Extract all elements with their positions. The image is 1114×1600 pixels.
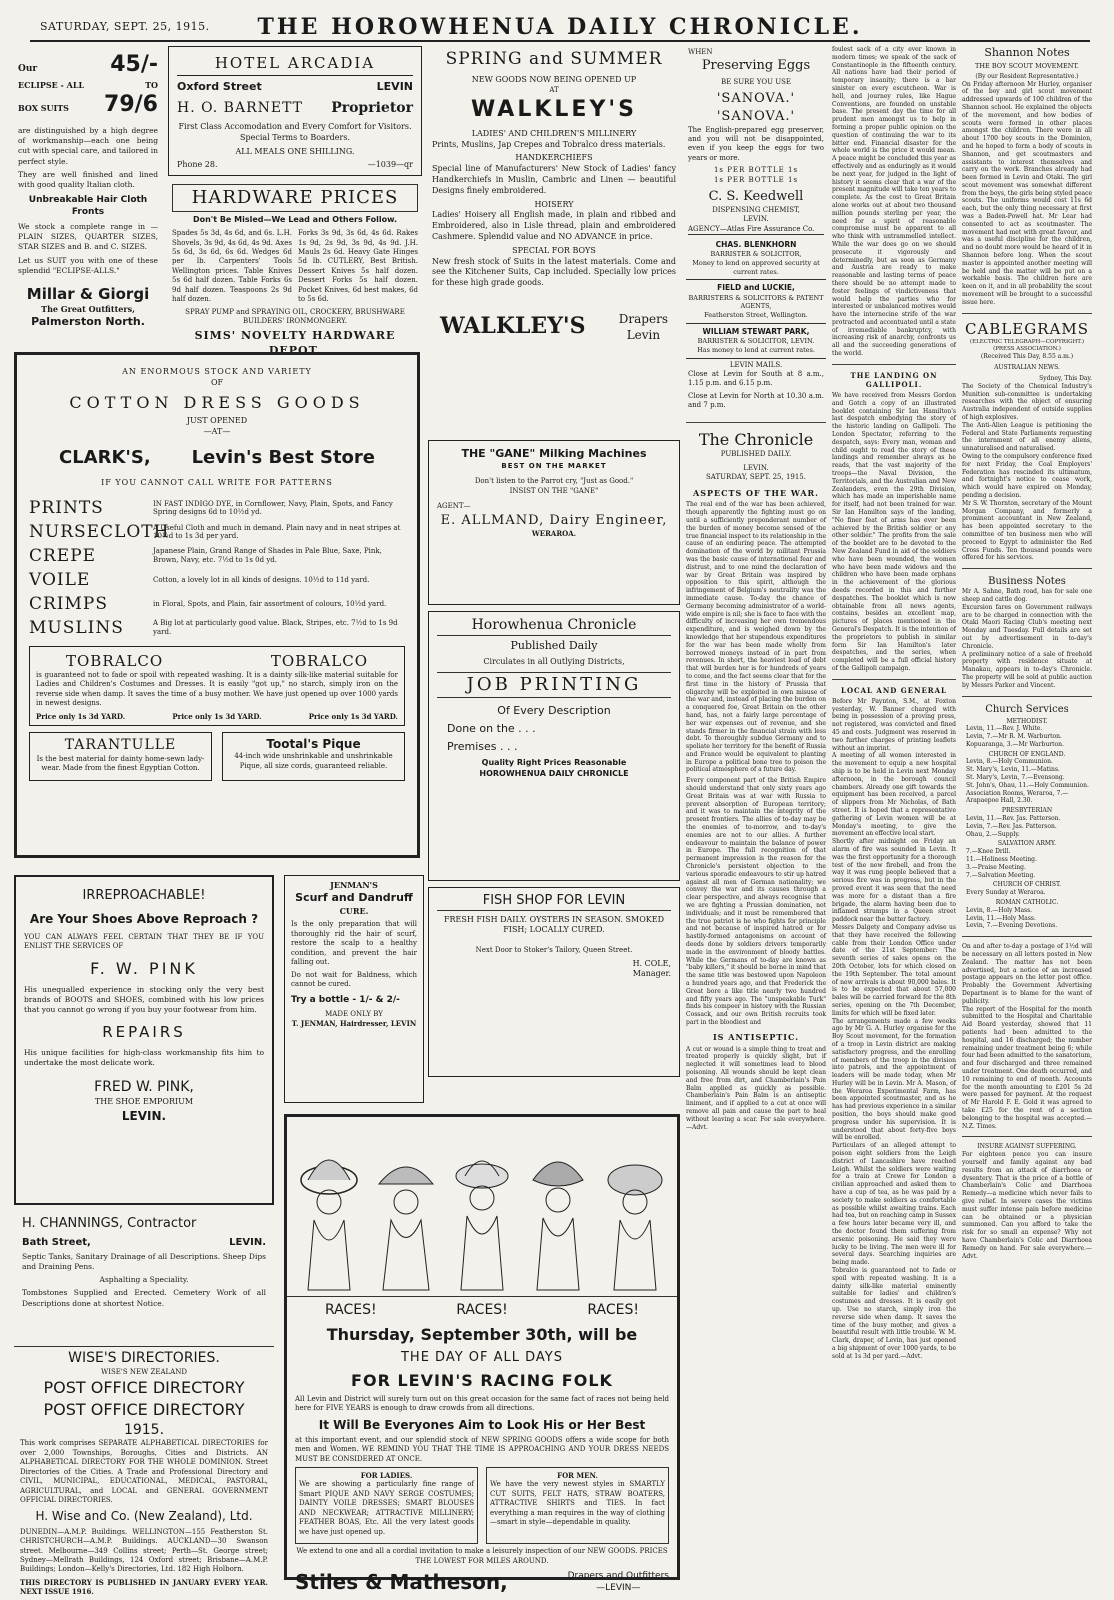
church-service: Levin, 8.—Holy Communion. — [966, 758, 1053, 766]
hat-figure-1-icon — [300, 1140, 358, 1290]
war-continued: foulest sack of a city ever known in modern times; we speak of the sack of Constantinople in the fifteenth century. All nations have had their period of temporary insanity; there is a bar sinister on every escutcheon. War is hell, and journey rules, like Hague Conventions, are founded on unstable base. The present day the time for all prudent men amongst us to help in forming a proper public opinion on the question of continuing the war to its bitter end. Financial disaster for the whole world is the price it would mean. A peace might be concluded this year as effectively and as enduringly as it would be next year, for judged in the light of history it seems clear that a war of the present magnitude will take ten years to complete. As the cost to Great Britain alone works out at about two thousand million pounds sterling per year, the need for a spirit of reasonable compromise must be apparent to all who think with untrammelled intellect. While the war does go on we should prosecute it vigorously and determinedly, but as soon as Germany and Austria are ready to make reasonable and lasting terms of peace there should be no attempt made to foster feelings of vindictiveness that would help the parties who for interested or unbalanced motives would have the internecine strife of the war protracted and accentuated until a state of irremediable bankruptcy, with increasing risk of anarchy, confronts us all and the succeeding generations of the world. — [832, 46, 956, 358]
chronicle-prem: Premises . . . — [447, 739, 518, 753]
clarks-write: IF YOU CANNOT CALL WRITE FOR PATTERNS — [101, 478, 333, 488]
shannon-h2: THE BOY SCOUT MOVEMENT. — [975, 62, 1079, 71]
jenman-bp: Do not wait for Baldness, which cannot be cured. — [291, 970, 417, 989]
fish-h1: FISH SHOP FOR LEVIN — [437, 892, 671, 911]
clarks-goods-row — [29, 521, 405, 544]
channings-l1: Septic Tanks, Sanitary Drainage of all Descriptions. Sheep Dips and Draining Pens. — [22, 1252, 266, 1272]
arcadia-h1: HOTEL ARCADIA — [177, 53, 413, 76]
channings-name: H. CHANNINGS, Contractor — [22, 1216, 197, 1231]
gane-town: WERAROA. — [531, 529, 577, 539]
chronicle-circ: Circulates in all Outlying Districts, — [483, 656, 625, 666]
card-name: FIELD and LUCKIE, — [717, 283, 795, 293]
hardware-ad — [168, 182, 422, 361]
fish-ad — [428, 887, 680, 1077]
stiles-h3: FOR LEVIN'S RACING FOLK — [351, 1371, 613, 1391]
clarks-store: Levin's Best Store — [191, 446, 375, 468]
church-service: Association Rooms, Weraroa, 7.—Arapaepoe Hall, 2.30. — [966, 789, 1069, 805]
stiles-p1: All Levin and District will surely turn out on this great occasion for the same fact of races not being held here for FIVE YEARS is enough to draw crowds from all directions. — [295, 1394, 669, 1413]
pink-emporium: THE SHOE EMPORIUM — [94, 1096, 194, 1106]
church-service: Every Sunday at Weraroa. — [966, 889, 1046, 897]
tobralco-h1: TOBRALCO — [66, 651, 164, 670]
clarks-goods-row — [29, 497, 405, 520]
arcadia-code: —1039—qr — [367, 160, 413, 170]
clarks-h1: COTTON DRESS GOODS — [69, 392, 365, 412]
paper-town: LEVIN. — [743, 463, 769, 472]
pink-name: F. W. PINK — [90, 958, 198, 978]
local-h1: LOCAL AND GENERAL — [841, 685, 947, 695]
walkleys-at: AT — [549, 85, 559, 94]
suits-ad — [14, 46, 162, 394]
tobralco-box — [29, 646, 405, 726]
channings-l3: Tombstones Supplied and Erected. Cemetery Work of all Descriptions done at shortest Notice. — [22, 1288, 266, 1308]
antiseptic-body: A cut or wound is a simple thing to treat and treated properly is quickly slight, but if neglected it will sometimes lead to blood poisoning. All wounds should be kept clean and free from dirt, and Chamberlain's Pain Balm applied as quickly as possible. Chamberlain's Pain Balm is an antiseptic liniment, and if applied to a cut at once will remove all pain and cause the part to heal without leaving a scar. For sale everywhere.—Advt. — [686, 1045, 826, 1131]
wise-addr: DUNEDIN—A.M.P. Buildings. WELLINGTON—155 Featherston St. CHRISTCHURCH—A.M.P. Buildings. AUCKLAND—30 Swanson street. Melbourne—349 Collins street; Perth—St. George street; Sydney—Mellrath Buildings, 124 Oxford street; Brisbane—A.M.P. Buildings; London—Kelly's Directories, Ltd. 182 High Holborn. — [20, 1527, 268, 1574]
church-service: 7.—Knee Drill. — [966, 848, 1011, 856]
stiles-firm: Stiles & Matheson, — [295, 1569, 508, 1594]
hat-figure-3-icon — [453, 1140, 511, 1290]
church-service: Kopuaranga, 3.—Mr Warburton. — [966, 740, 1064, 748]
tarantulle-desc: Is the best material for dainty home-sewn lady-wear. Made from the finest Egyptian Cotton. — [36, 754, 205, 773]
pink-rep-desc: His unique facilities for high-class workmanship fits him to undertake the most delicate work. — [24, 1047, 264, 1067]
clarks-goods-desc: Japanese Plain, Grand Range of Shades in Pale Blue, Saxe, Pink, Brown, Navy, etc. 7½d to 1s 0d yd. — [153, 547, 382, 565]
walkleys-firm: WALKLEY'S — [471, 97, 637, 123]
arcadia-prop-title: Proprietor — [331, 100, 413, 117]
clarks-opened: JUST OPENED — [186, 416, 248, 426]
column-4 — [686, 46, 826, 1581]
church-denomination: SALVATION ARMY. — [997, 840, 1057, 848]
card-line: Has money to lend at current rates. — [697, 345, 815, 354]
church-denomination: PRESBYTERIAN — [1001, 807, 1053, 815]
wise-desc: This work comprises SEPARATE ALPHABETICAL DIRECTORIES for over 2,000 Townships, Boroughs, Cities and Districts. AN ALPHABETICAL DIRECTORY FOR THE WHOLE DOMINION. Street Directories of the Cities. A Trade and Professional Directory and CIVIL, MUNICIPAL, EDUCATIONAL, MEDICAL, PASTORAL, AGRICULTURAL, and LOCAL and GENERAL GOVERNMENT OFFICIAL DIRECTORIES. — [20, 1439, 268, 1505]
clarks-goods-row — [29, 593, 405, 616]
clarks-goods-row — [29, 617, 405, 640]
tobralco-price1: Price only 1s 3d YARD. — [36, 711, 126, 721]
chronicle-of: Of Every Description — [497, 703, 611, 717]
gane-agent: AGENT— — [437, 502, 471, 511]
sanova-ad — [686, 46, 826, 237]
shannon-body: On Friday afternoon Mr Hurley, organiser of the boy and girl scout movement addressed upwards of 100 children of the Shannon school. He explained the objects of the movement, and how bodies of scouts were formed in other places amongst the children. There were in all about 1700 boy scouts in the Dominion, and he hoped to form a body of scouts in Shannon, and get scoutmasters and assistants to interest themselves and carry on the work. Branches already had been formed in Levin and Otaki. The girl scout movement was somewhat different from the boys, the girls being styled peace scouts. The uniforms would cost 11s 6d each, but the only thing necessary at first was a Baden-Powell hat. Mr Lear had consented to act as scoutmaster. The movement had met with great favour, and was a useful discipline for the children, and no doubt more would be heard of it in Shannon before long. When the scout master is appointed another meeting will be held and the matter will be put on a workable basis. The children here are keen on it, and in all probability the scout movement will be brought to a successful issue here. — [962, 80, 1092, 306]
clarks-l1: AN ENORMOUS STOCK AND VARIETY — [122, 367, 312, 376]
walkleys-firm2: WALKLEY'S — [440, 313, 586, 340]
clarks-goods-name: NURSECLOTH — [29, 521, 170, 542]
arcadia-l1: First Class Accomodation and Every Comfort for Visitors. Special Terms to Boarders. — [178, 121, 412, 142]
suits-price-high: 79/6 — [104, 92, 158, 118]
wise-year: 1915. — [123, 1421, 165, 1438]
wise-h1: WISE'S DIRECTORIES. — [68, 1350, 220, 1366]
wise-firm: H. Wise and Co. (New Zealand), Ltd. — [35, 1509, 253, 1524]
insure-body: For eighteen pence you can insure yourself and family against any bad results from an attack of diarrhoea or dysentery. That is the price of a bottle of Chamberlain's Colic and Diarrhoea Remedy—a medicine which never fails to give relief. In severe cases the victims must suffer intense pain before medicine can be obtained or a physician summoned. Can you afford to take the risk for so small an expense? Why not have Chamberlain's Colic and Diarrhoea Remedy on hand. For sale everywhere.—Advt. — [962, 1151, 1092, 1260]
jenman-made: MADE ONLY BY — [325, 1009, 383, 1018]
professional-cards — [686, 237, 826, 359]
chronicle-h1: Horowhenua Chronicle — [437, 616, 671, 636]
stiles-h1: Thursday, September 30th, will be — [326, 1324, 638, 1344]
races-3: RACES! — [587, 1302, 639, 1318]
fish-next: Next Door to Stoker's Tailory, Queen Street. — [475, 946, 633, 955]
issue-date: SATURDAY, SEPT. 25, 1915. — [40, 20, 210, 33]
business-body: Mr A. Sahne, Bath road, has for sale one sheep and cattle dog. Excursion fares on Government railways are to be charged in connection with the Otaki Maori Racing Club's meeting next Monday and Tuesday. Full details are set out by advertisement in to-day's Chronicle. A preliminary notice of a sale of freehold property with residence situate at Manakau, appears in to-day's Chronicle. The property will be sold at public auction by Messrs Parker and Vincent. — [962, 588, 1092, 689]
pique-box — [222, 732, 405, 781]
church-service: 7.—Salvation Meeting. — [966, 871, 1036, 879]
tarantulle-box — [29, 732, 212, 781]
suits-price-low: 45/- — [110, 52, 158, 77]
church-service: Levin, 7.—Rev. Jas. Patterson. — [966, 822, 1057, 830]
tarantulle-h1: TARANTULLE — [64, 736, 177, 753]
suits-fronts: Unbreakable Hair Cloth Fronts — [28, 194, 148, 218]
sanova-town: LEVIN. — [743, 215, 769, 224]
mails-l1: Close at Levin for South at 8 a.m., 1.15 p.m. and 6.15 p.m. — [688, 369, 824, 388]
hardware-left: Spades 5s 3d, 4s 6d, and 6s. L.H. Shovels, 3s 9d, 4s 6d, 4s 9d. Axes 5s 6d, 3s 6d, 6s 6d. Wedges 6d per lb. Carpenters' Tools Wellington prices. Table Knives 5s 6d half dozen. Table Forks 6s 9d half dozen. Teaspoons 2s 9d half dozen. — [172, 229, 292, 304]
clarks-at: —AT— — [203, 426, 231, 436]
mails-l2: Close at Levin for North at 10.30 a.m. and 7 p.m. — [688, 391, 824, 410]
local-body: Before Mr Paynton, S.M., at Foxton yesterday, W. Banner charged with being in possession of a proving press, not registered, was convicted and fined 45 and costs. Judgment was reserved in two further charges of printing leaflets without an imprint. A meeting of all women interested in the movement to equip a new hospital ship is to be held in Levin next Monday afternoon, in the borough council chambers. Already one gift towards the equipment has been received, a parcel of slippers from Mr Nicholas, of Bath street. It is hoped that a representative gathering of Levin women will be at Monday's meeting, to give the movement an effective local start. Shortly after midnight on Friday an alarm of fire was sounded in Levin. It was the first opportunity for a thorough test of the new firebell, and from the way it was rung people believed that a serious fire was in progress, but in the proved event it was seen that the need was more for a distant than a fire brigade, the alarm having been due to inflamed strumps in a Queen street paddock near the butter factory. Messrs Dalgety and Company advise us that they have received the following cable from their London Office under date of the 21st September: The seventh series of sales opens on the 20th October, lots for which closed on the 19th September. The total amount of new arrivals is about 90,000 bales. It is to be expected that about 57,000 bales will be carried forward for the 8th series, opening on the 7th December, limits for which will be fixed later. The arrangements made a few weeks ago by Mr G. A. Hurley organise for the Boy Scout movement, for the formation of a troop in Levin district are making satisfactory progress, and the enrolling of members of the troop in the division into patrols, and the appointment of leaders will be made today, when Mr Hurley will be in Levin. Mr A. Mason, of the Weraroa Experimental Farm, has been appointed scoutmaster, and as he has had previous experience in a similar position, the boys should make good progress under his supervision. It is understood that about forty-five boys will be enrolled. Particulars of an alleged attempt to poison eight soldiers from the Leigh district of Lancashire have reached Leigh. Whilst the soldiers were waiting for a train at Crewe for London a civilian approached and asked them to have a cup of tea, as he was paid by a society to make soldiers as comfortable as possible whilst awaiting trains. Each had tea, but on reaching camp in Sussex a few hours later became very ill, and the doctor found them suffering from arsenic poisoning. He said they were lucky to be living. The men were ill for several days. Searching inquiries are being made. Tobralco is guaranteed not to fade or spoil with repeated washing. It is a dainty silk-like material eminently suitable for ladies' and children's costumes and dresses. It is easily got up. Use no starch, simply iron the reverse side when damp. It saves the time of the busy mother, and gives a beautiful result with little trouble. W. M. Clark, draper, of Levin, has just opened a big shipment of over 1000 yards, to be sold at 1s 3d per yard.—Advt. — [832, 697, 956, 1360]
stiles-ladies-desc: We are showing a particularly fine range of Smart PIQUE AND NAVY SERGE COSTUMES; DAINTY VOILE DRESSES; SMART BLOUSES AND NECKWEAR; ATTRACTIVE MILLINERY; FEATHER BOAS, Etc. All the very latest goods we have just opened up. — [299, 1480, 474, 1536]
walkleys-boys-desc: New fresh stock of Suits in the latest materials. Come and see the Kitchener Suits, Cap included. Specially low prices for these high grade goods. — [432, 256, 676, 288]
church-service: Ohau, 2.—Supply. — [966, 830, 1020, 838]
paper-pub: PUBLISHED DAILY. — [720, 450, 792, 459]
stiles-invite: We extend to one and all a cordial invitation to make a leisurely inspection of our NEW GOODS. PRICES THE LOWEST FOR MILES AROUND. — [296, 1547, 668, 1565]
clarks-goods-name: VOILE — [29, 569, 91, 590]
pink-h1: IRREPROACHABLE! — [82, 888, 206, 903]
jenman-cure: CURE. — [339, 905, 369, 916]
walkleys-hos-desc: Ladies' Hoisery all English made, in plain and ribbed and Embroidered, also in Lisle thread, plain and embroidered Cashmere. Splendid value and NO ADVANCE in price. — [432, 210, 676, 242]
millinery-illustration — [287, 1117, 677, 1297]
pink-h2: Are Your Shoes Above Reproach ? — [29, 911, 259, 926]
chronicle-qual: Quality Right Prices Reasonable — [481, 758, 627, 768]
clarks-goods-row — [29, 569, 405, 592]
walkleys-hand-desc: Special line of Manufacturers' New Stock of Ladies' fancy Handkerchiefs in Muslin, Cambric and Linen — beautiful Designs finely embroidered. — [432, 164, 676, 195]
walkleys-l2: LADIES' AND CHILDREN'S MILLINERY — [471, 128, 637, 138]
suits-range: We stock a complete range in — PLAIN SIZES, QUARTER SIZES, STAR SIZES and B. and C. SIZES. — [18, 222, 158, 252]
hat-figure-2-icon — [377, 1140, 435, 1290]
suits-firm-sub: The Great Outfitters, — [41, 304, 135, 315]
war-body: The real end of the war has been achieved, though apparently the fighting must go on until a sufficiently preponderant number of the burden of money become sensed of the true financial inspect to its relationship in the cause of an enduring peace. The attempted domination of the world by militant Prussia was the basic cause of international fear and distrust, and to one mind the declaration of war by Great Britain was inspired by opposition to this spirit, although the infringement of Belgium's neutrality was the immediate cause. To-day the chance of Germany becoming administrator of a world-wide empire is nil; she is face to face with the difficulty of increasing her own tremendous expenditure, and is weighed down by the knowledge that her stupendous expenditures for the war has been made wholly from borrowed moneys instead of in part from revenues. In short, the heaviest load of debt that will burden her is for hundreds of years to come, and the fact seems clear that for the first time in the history of Prussia that oligarchy will be exploited in own misuse of the war and, instead of placing the burden on a conquered foe, Great Britain on the other hand, has, not a fairly large percentage of her war expenses out of revenue, and she stands firmer in the financial strain with less debt. To thoroughly subdue Germany and to spoliate her territory for the benefit of Russia and France would be equivalent to planting in Europe a political bone tree to poison the political atmosphere of a future day. — [686, 501, 826, 774]
business-h1: Business Notes — [988, 576, 1066, 588]
hat-figure-5-icon — [606, 1140, 664, 1290]
arcadia-town: LEVIN — [376, 80, 413, 94]
suits-box: BOX SUITS — [18, 103, 69, 114]
jenman-desc: Is the only preparation that will thoroughly rid the hair of scurf, restore the scalp to a healthy condition, and prevent the hair falling out. — [291, 920, 417, 967]
sanova-when: WHEN — [688, 48, 713, 56]
walkleys-drapers: Drapers — [618, 312, 668, 327]
church-h1: Church Services — [985, 703, 1069, 715]
cable-tele: (ELECTRIC TELEGRAPH—COPYRIGHT.) (PRESS ASSOCIATION.) — [969, 339, 1085, 353]
arcadia-phone: Phone 28. — [177, 160, 218, 170]
card-line: Money to lend on approved security at current rates. — [692, 258, 820, 276]
stiles-p2: at this important event, and our splendid stock of NEW SPRING GOODS offers a wide scope for both men and Women. WE REMIND YOU THAT THE TIME IS APPROACHING AND YOUR DRESS NEEDS MUST BE CONSIDERED AT ONCE. — [295, 1435, 669, 1463]
card-title: BARRISTER & SOLICITOR, — [710, 250, 802, 259]
suits-eclipse: ECLIPSE - ALL — [18, 79, 85, 90]
cable-recv: (Received This Day, 8.55 a.m.) — [980, 353, 1074, 361]
gane-l2: INSIST ON THE "GANE" — [509, 486, 599, 495]
clarks-goods-list — [29, 497, 405, 640]
walkleys-levin: Levin — [626, 328, 661, 343]
gallipoli-body: We have received from Messrs Gordon and Gotch a copy of an illustrated booklet containing Sir Ian Hamilton's last despatch embodying the story of the historic landing on Gallipoli. The London Spectator, referring to the despatch, says: Every man, woman and child ought to read the story of these landings and remember always as he reads, that the vast majority of the troops—the Naval Division, the Territorials, and the Australian and New Zealanders, even the 29th Division, which has made an imperishable name for itself, had not been trained for war. Sir Ian Hamilton says of the landing, "No finer feat of arms has ever been achieved by the British soldier or any other soldier." The profits from the sale of the booklet are to be devoted to the New Zealand Fund in aid of the soldiers who have been wounded, the women who have been made widows and the children who have been made orphans in the achievement of the glorious deeds recorded in this and further despatches. The booklet which is now obtainable from all news agents, contains, besides an excellent map, pictures of places mentioned in the General's Despatch. It is the intention of the proprietors to publish in similar form Sir Ian Hamilton's later despatches, and the series, when completed will be a full official history of the Gallipoli campaign. — [832, 392, 956, 672]
arcadia-ad — [168, 46, 422, 176]
suits-firm-town: Palmerston North. — [31, 314, 145, 328]
war-h1: ASPECTS OF THE WAR. — [693, 487, 819, 498]
clarks-goods-desc: A Big lot at particularly good value. Black, Stripes, etc. 7½d to 1s 9d yard. — [153, 619, 398, 637]
tobralco-desc: is guaranteed not to fade or spoil with repeated washing. It is a dainty silk-like material suitable for Ladies and Children's Costumes and Dresses. It is easily "got up," no starch, simply iron on the reverse side when damp. It saves the time of a busy mother. We have just opened up over 1000 yards in newest designs. — [36, 670, 398, 708]
jenman-name: JENMAN'S — [330, 880, 378, 890]
hardware-spray: SPRAY PUMP and SPRAYING OIL, CROCKERY, BRUSHWARE BUILDERS' IRONMONGERY. — [185, 307, 405, 326]
stiles-h2: THE DAY OF ALL DAYS — [400, 1350, 563, 1366]
shannon-by: (By our Resident Representative.) — [975, 72, 1079, 80]
professional-card — [686, 280, 826, 323]
sanova-chem: DISPENSING CHEMIST, — [712, 205, 800, 214]
suits-our: Our — [18, 64, 38, 74]
hardware-sub: Don't Be Misled—We Lead and Others Follow. — [192, 215, 398, 225]
card-title: BARRISTER & SOLICITOR, LEVIN. — [697, 336, 815, 345]
races-1: RACES! — [325, 1302, 377, 1318]
channings-street: Bath Street, — [22, 1236, 91, 1248]
church-service: St. Mary's, Levin, 11.—Matins. — [966, 766, 1060, 774]
races-2: RACES! — [456, 1302, 508, 1318]
chronicle-job: JOB PRINTING — [437, 672, 671, 698]
sanova-s2: 'SANOVA.' — [716, 108, 796, 124]
fish-desc: FRESH FISH DAILY. OYSTERS IN SEASON. SMOKED FISH; LOCALLY CURED. — [443, 914, 665, 935]
postage-notice: On and after to-day a postage of 1½d will be necessary on all letters posted in New Zealand. The matter has not been advertised, but a notice of an increased postage appears on the letter post office. Probably the Government Advertising Department is to blame for the want of publicity. The report of the Hospital for the month submitted to the Hospital and Charitable Aid Board yesterday, showed that 11 patients had been admitted to the hospital, and 16 discharged; the number remaining under treatment being 6; while four had been admitted to the sanatorium, and four discharged and three remained under treatment. One death occurred, and 10 remaining to end of month. Accounts for the month amounting to £201 5s 2d were passed for payment. At the request of Mr Harold F. E. Gold it was agreed to take £25 for the rent of a section belonging to the hospital was accepted.—N.Z. Times. — [962, 943, 1092, 1130]
church-denomination: METHODIST. — [1006, 717, 1048, 725]
cable-body: The Society of the Chemical Industry's Munition sub-committee is undertaking researches with the object of ensuring Australia independent of outside supplies of high explosives. The Anti-Alien League is petitioning the Federal and State Parliaments requesting the internment of all enemy aliens, unnaturalised and naturalised. Owing to the compulsory conference fixed for next Friday, the Coal Employers' Federation has rescinded its ultimatum, and fortnight's notice to cease work, which would have expired on Monday, pending a decision. Mr S. W. Thornton, secretary of the Mount Morgan Company, and formerly a prominent accountant in New Zealand, has been appointed secretary to the committee of ten business men who will proceed to Egypt to administer the Red Cross Funds. Ten thousand pounds were offered for his services. — [962, 382, 1092, 562]
masthead — [30, 6, 1090, 42]
jenman-h1: Scurf and Dandruff — [295, 890, 413, 904]
church-service: St. Mary's, Levin, 7.—Evensong. — [966, 774, 1065, 782]
jenman-ad — [284, 875, 424, 1110]
church-service: Levin, 11.—Holy Mass. — [966, 914, 1036, 922]
suits-to: TO — [145, 79, 158, 90]
mails-h1: LEVIN MAILS. — [729, 360, 783, 369]
sanova-h1: Preserving Eggs — [701, 58, 811, 74]
clarks-goods-desc: in Floral, Spots, and Plain, fair assortment of colours, 10½d yard. — [153, 599, 387, 608]
hat-figure-4-icon — [529, 1140, 587, 1290]
gane-name: E. ALLMAND, Dairy Engineer, — [440, 512, 668, 528]
channings-ad — [14, 1211, 274, 1346]
sanova-s1: 'SANOVA.' — [716, 91, 796, 107]
cable-h1: CABLEGRAMS — [965, 319, 1089, 338]
walkleys-l3: Prints, Muslins, Jap Crepes and Tobralco dress materials. — [432, 139, 666, 149]
chronicle-ad — [428, 611, 680, 881]
clarks-goods-desc: A Useful Cloth and much in demand. Plain navy and in neat stripes at 10½d to 1s 3d per yard. — [153, 523, 401, 541]
gane-ad — [428, 440, 680, 605]
suits-let: Let us SUIT you with one of these splendid "ECLIPSE-ALLS." — [18, 255, 158, 275]
sanova-sure: BE SURE YOU USE — [720, 77, 792, 86]
stiles-h4: It Will Be Everyones Aim to Look His or Her Best — [318, 1417, 646, 1432]
war-body2: Every component part of the British Empire should understand that only sixty years ago Great Britain was at war with Russia to prevent absorption of European territory; and it was to maintain the integrity of the present frontiers. The allies of to-day may be the enemies of to-morrow, and to-day's enemies are not to our allies. A further endeavour to maintain the balance of power in Europe. The full recognition of that permanent impression is the reason for the Chronicle's persistent objection to the various sporadic endeavours to stir up hatred against all men of German nationality; we convey the war and its causes through a clear perspective, and always recognise that we are fighting a Prussian domination, not individuals; and it must be remembered that the true patriot is he who fights for principle and not because of inspired hatred or for hastily-formed antagonisms on account of deeds done by soldiers drivers temporarily made in the environment of bloody battles. While the Germans of to-day are known as "baby killers," it should be borne in mind that the same title was bestowed upon Napoleon a hundred years ago, and that Frederick the Great bore a like title nearly two hundred and fifty years ago. The "unspeakable Turk" finds his compeer in history with the Russian Cossack, and our own British recruits took part in the bloodiest and — [686, 777, 826, 1026]
column-1-lower — [14, 875, 274, 1597]
sanova-p1: 1s PER BOTTLE 1s — [713, 166, 799, 175]
walkleys-hand: HANDKERCHIEFS — [515, 153, 593, 163]
column-5 — [832, 46, 956, 1581]
walkleys-ad — [428, 46, 680, 436]
church-service: 11.—Holiness Meeting. — [966, 856, 1037, 864]
newspaper-title: THE HOROWHENUA DAILY CHRONICLE. — [257, 14, 863, 40]
wise-sub: WISE'S NEW ZEALAND — [101, 1367, 187, 1376]
jenman-by: T. JENMAN, Hairdresser, LEVIN — [291, 1019, 417, 1029]
pique-desc: 44-inch wide unshrinkable and unshrinkable Pique, all size cords, guaranteed reliable. — [234, 752, 393, 770]
stiles-ad — [284, 1114, 680, 1594]
gallipoli-h1: THE LANDING ON GALLIPOLI. — [850, 370, 938, 389]
clarks-goods-name: MUSLINS — [29, 617, 124, 638]
sanova-p2: 1s PER BOTTLE 1s — [713, 175, 799, 184]
arcadia-prop: H. O. BARNETT — [177, 100, 304, 117]
church-service: Levin, 11.—Rev. J. White. — [966, 725, 1043, 733]
paper-name: The Chronicle — [698, 429, 814, 449]
cable-dateline: Sydney, This Day. — [1039, 375, 1092, 383]
card-name: CHAS. BLENKHORN — [715, 240, 797, 249]
pique-h1: Tootal's Pique — [266, 736, 361, 751]
church-denomination: CHURCH OF CHRIST. — [993, 881, 1061, 889]
church-service: Levin, 7.—Evening Devotions. — [966, 922, 1058, 930]
church-denomination: ROMAN CATHOLIC. — [995, 899, 1059, 907]
stiles-town: —LEVIN— — [596, 1583, 641, 1594]
chronicle-done: Done on the . . . — [447, 721, 536, 735]
church-list — [962, 718, 1092, 931]
clarks-goods-row — [29, 545, 405, 568]
sanova-agency: AGENCY—Atlas Fire Assurance Co. — [688, 225, 824, 235]
hardware-firm: SIMS' NOVELTY HARDWARE DEPOT. — [194, 329, 396, 358]
shannon-h1: Shannon Notes — [984, 46, 1070, 59]
church-denomination: CHURCH OF ENGLAND. — [988, 750, 1066, 758]
walkleys-h1: SPRING and SUMMER — [445, 49, 663, 69]
antiseptic-h1: IS ANTISEPTIC. — [712, 1031, 800, 1042]
paper-date: SATURDAY, SEPT. 25, 1915. — [706, 473, 806, 482]
clarks-goods-desc: IN FAST INDIGO DYE, in Cornflower, Navy, Plain, Spots, and Fancy Spring designs 6d to 10½d yd. — [153, 499, 393, 517]
pink-desc: His unequalled experience in stocking only the very best brands of BOOTS and SHOES, combined with his low prices that you cannot go wrong if you buy your footwear from him. — [24, 985, 264, 1015]
chronicle-pub: Published Daily — [510, 638, 598, 652]
card-line: Featherston Street, Wellington. — [704, 311, 808, 320]
walkleys-l1: NEW GOODS NOW BEING OPENED UP — [471, 74, 637, 84]
mails-notice — [686, 359, 826, 416]
card-title: BARRISTERS & SOLICITORS & PATENT AGENTS, — [688, 293, 824, 311]
suits-firm: Millar & Giorgi — [26, 284, 150, 303]
arcadia-street: Oxford Street — [177, 80, 262, 94]
fish-title: Manager. — [632, 969, 671, 979]
arcadia-l2: ALL MEALS ONE SHILLING. — [235, 146, 355, 156]
tobralco-price3: Price only 1s 3d YARD. — [308, 711, 398, 721]
cable-h2: AUSTRALIAN NEWS. — [994, 364, 1060, 372]
sanova-firm: C. S. Keedwell — [708, 189, 804, 205]
pink-shoes-ad — [14, 875, 274, 1205]
insure-h1: INSURE AGAINST SUFFERING. — [977, 1143, 1077, 1151]
suits-desc: are distinguished by a high degree of workmanship—each one being cut with special care, and tailored in perfect style. — [18, 126, 158, 166]
pink-repairs: REPAIRS — [102, 1022, 186, 1041]
column-3 — [428, 46, 680, 1108]
clarks-goods-name: CREPE — [29, 545, 97, 566]
wise-ad — [14, 1346, 274, 1597]
wise-foot: THIS DIRECTORY IS PUBLISHED IN JANUARY EVERY YEAR. NEXT ISSUE 1916. — [20, 1577, 268, 1597]
stiles-ladies: FOR LADIES. — [360, 1471, 413, 1480]
suits-lining: They are well finished and lined with good quality Italian cloth. — [18, 169, 158, 189]
column-2-top — [168, 46, 422, 358]
column-6 — [962, 46, 1092, 1581]
walkleys-hos: HOISERY — [534, 199, 574, 209]
church-service: Levin, 8.—Holy Mass. — [966, 906, 1033, 914]
sanova-desc: The English-prepared egg preserver, and you will not be disappointed, even if you keep the eggs for two years or more. — [688, 125, 824, 162]
stiles-men-box — [486, 1467, 669, 1544]
professional-card — [686, 237, 826, 280]
church-service: Levin, 11.—Rev. Jas. Patterson. — [966, 815, 1061, 823]
clarks-of: OF — [210, 377, 224, 387]
gane-best: BEST ON THE MARKET — [501, 461, 607, 470]
professional-card — [686, 324, 826, 359]
clarks-goods-name: CRIMPS — [29, 593, 109, 614]
gane-h1: THE "GANE" Milking Machines — [461, 447, 647, 460]
wise-h3: POST OFFICE DIRECTORY — [43, 1399, 245, 1419]
pink-fred: FRED W. PINK, — [94, 1079, 194, 1096]
clarks-ad — [14, 352, 420, 865]
stiles-trade: Drapers and Outfitters — [567, 1571, 669, 1582]
clarks-firm: CLARK'S, — [59, 446, 151, 468]
card-name: WILLIAM STEWART PARK, — [702, 326, 810, 336]
tobralco-price2: Price only 1s 3d YARD. — [172, 711, 262, 721]
church-service: 3.—Praise Meeting. — [966, 863, 1026, 871]
pink-levin: LEVIN. — [121, 1108, 167, 1123]
hardware-right: Forks 3s 9d, 3s 6d, 4s 6d. Rakes 1s 9d, 2s 9d, 3s 9d, 4s 9d. J.H. Mauls 2s 6d. Heavy Gate Hinges 5d lb. CUTLERY, Best British. Dessert Knives 5s half dozen. Dessert Forks 5s half dozen. Pocket Knives, 6d best makes, 6d to 5s 6d. — [298, 229, 418, 304]
pink-line: YOU CAN ALWAYS FEEL CERTAIN THAT THEY BE IF YOU ENLIST THE SERVICES OF — [24, 932, 264, 951]
channings-l2: Asphalting a Speciality. — [99, 1275, 189, 1285]
wise-h2: POST OFFICE DIRECTORY — [43, 1378, 245, 1398]
stiles-ladies-box — [295, 1467, 478, 1544]
tobralco-h2: TOBRALCO — [270, 651, 368, 670]
church-service: Levin, 7.—Mr R. M. Warburton. — [966, 733, 1062, 741]
walkleys-boys: SPECIAL FOR BOYS — [512, 245, 596, 255]
channings-town: LEVIN. — [229, 1236, 266, 1248]
stiles-men-desc: We have the very newest styles in SMARTLY CUT SUITS, FELT HATS, STRAW BOATERS, ATTRACTIVE SHIRTS and TIES. In fact everything a man requires in the way of clothing—smart in style—dependable in quality. — [490, 1480, 665, 1527]
stiles-men: FOR MEN. — [557, 1471, 598, 1480]
church-service: St. John's, Ohau, 11.—Holy Communion. — [966, 781, 1089, 789]
chronicle-firm: HOROWHENUA DAILY CHRONICLE — [479, 769, 629, 779]
fish-name: H. COLE, — [632, 958, 671, 968]
clarks-goods-name: PRINTS — [29, 497, 104, 518]
clarks-goods-desc: Cotton, a lovely lot in all kinds of designs. 10½d to 11d yard. — [153, 575, 370, 584]
hardware-h1: HARDWARE PRICES — [172, 184, 418, 212]
gane-l1: Don't listen to the Parrot cry, "Just as Good." — [474, 477, 634, 486]
jenman-try: Try a bottle - 1/- & 2/- — [291, 994, 400, 1005]
